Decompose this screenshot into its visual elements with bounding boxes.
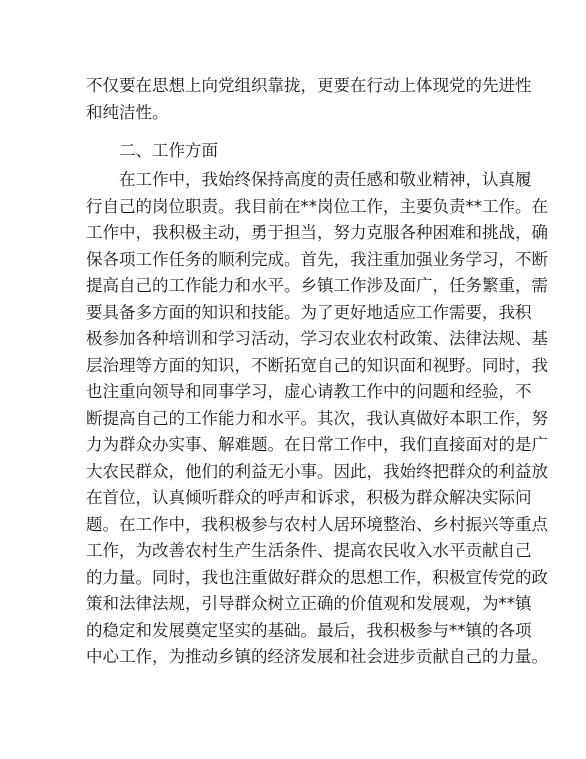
paragraph-line-1: 在工作中，我始终保持高度的责任感和敬业精神，认真履 (119, 170, 532, 189)
intro-line-2: 和纯洁性。 (86, 103, 169, 122)
paragraph-line-6: 要具备多方面的知识和技能。为了更好地适应工作需要，我积 (86, 303, 532, 322)
paragraph-line-7: 极参加各种培训和学习活动，学习农业农村政策、法律法规、基 (86, 329, 548, 348)
paragraph-line-12: 大农民群众，他们的利益无小事。因此，我始终把群众的利益放 (86, 462, 548, 481)
paragraph-line-4: 保各项工作任务的顺利完成。首先，我注重加强业务学习，不断 (86, 250, 548, 269)
paragraph-line-8: 层治理等方面的知识，不断拓宽自己的知识面和视野。同时，我 (86, 356, 548, 375)
paragraph-line-3: 工作中，我积极主动，勇于担当，努力克服各种困难和挑战，确 (86, 223, 548, 242)
paragraph-line-10: 断提高自己的工作能力和水平。其次，我认真做好本职工作，努 (86, 409, 548, 428)
paragraph-line-14: 题。在工作中，我积极参与农村人居环境整治、乡村振兴等重点 (86, 515, 548, 534)
paragraph-line-18: 的稳定和发展奠定坚实的基础。最后，我积极参与**镇的各项 (86, 621, 532, 640)
paragraph-line-9: 也注重向领导和同事学习，虚心请教工作中的问题和经验，不 (86, 382, 532, 401)
section-heading: 二、工作方面 (119, 141, 218, 160)
paragraph-line-11: 力为群众办实事、解难题。在日常工作中，我们直接面对的是广 (86, 435, 548, 454)
paragraph-line-17: 策和法律法规，引导群众树立正确的价值观和发展观，为**镇 (86, 594, 532, 613)
paragraph-line-5: 提高自己的工作能力和水平。乡镇工作涉及面广，任务繁重，需 (86, 276, 548, 295)
paragraph-line-15: 工作，为改善农村生产生活条件、提高农民收入水平贡献自己 (86, 541, 532, 560)
paragraph-line-2: 行自己的岗位职责。我目前在**岗位工作，主要负责**工作。在 (86, 197, 548, 216)
paragraph-line-19: 中心工作，为推动乡镇的经济发展和社会进步贡献自己的力量。 (86, 647, 548, 666)
paragraph-line-13: 在首位，认真倾听群众的呼声和诉求，积极为群众解决实际问 (86, 488, 532, 507)
intro-line-1: 不仅要在思想上向党组织靠拢，更要在行动上体现党的先进性 (86, 76, 532, 95)
paragraph-line-16: 的力量。同时，我也注重做好群众的思想工作，积极宣传党的政 (86, 568, 548, 587)
